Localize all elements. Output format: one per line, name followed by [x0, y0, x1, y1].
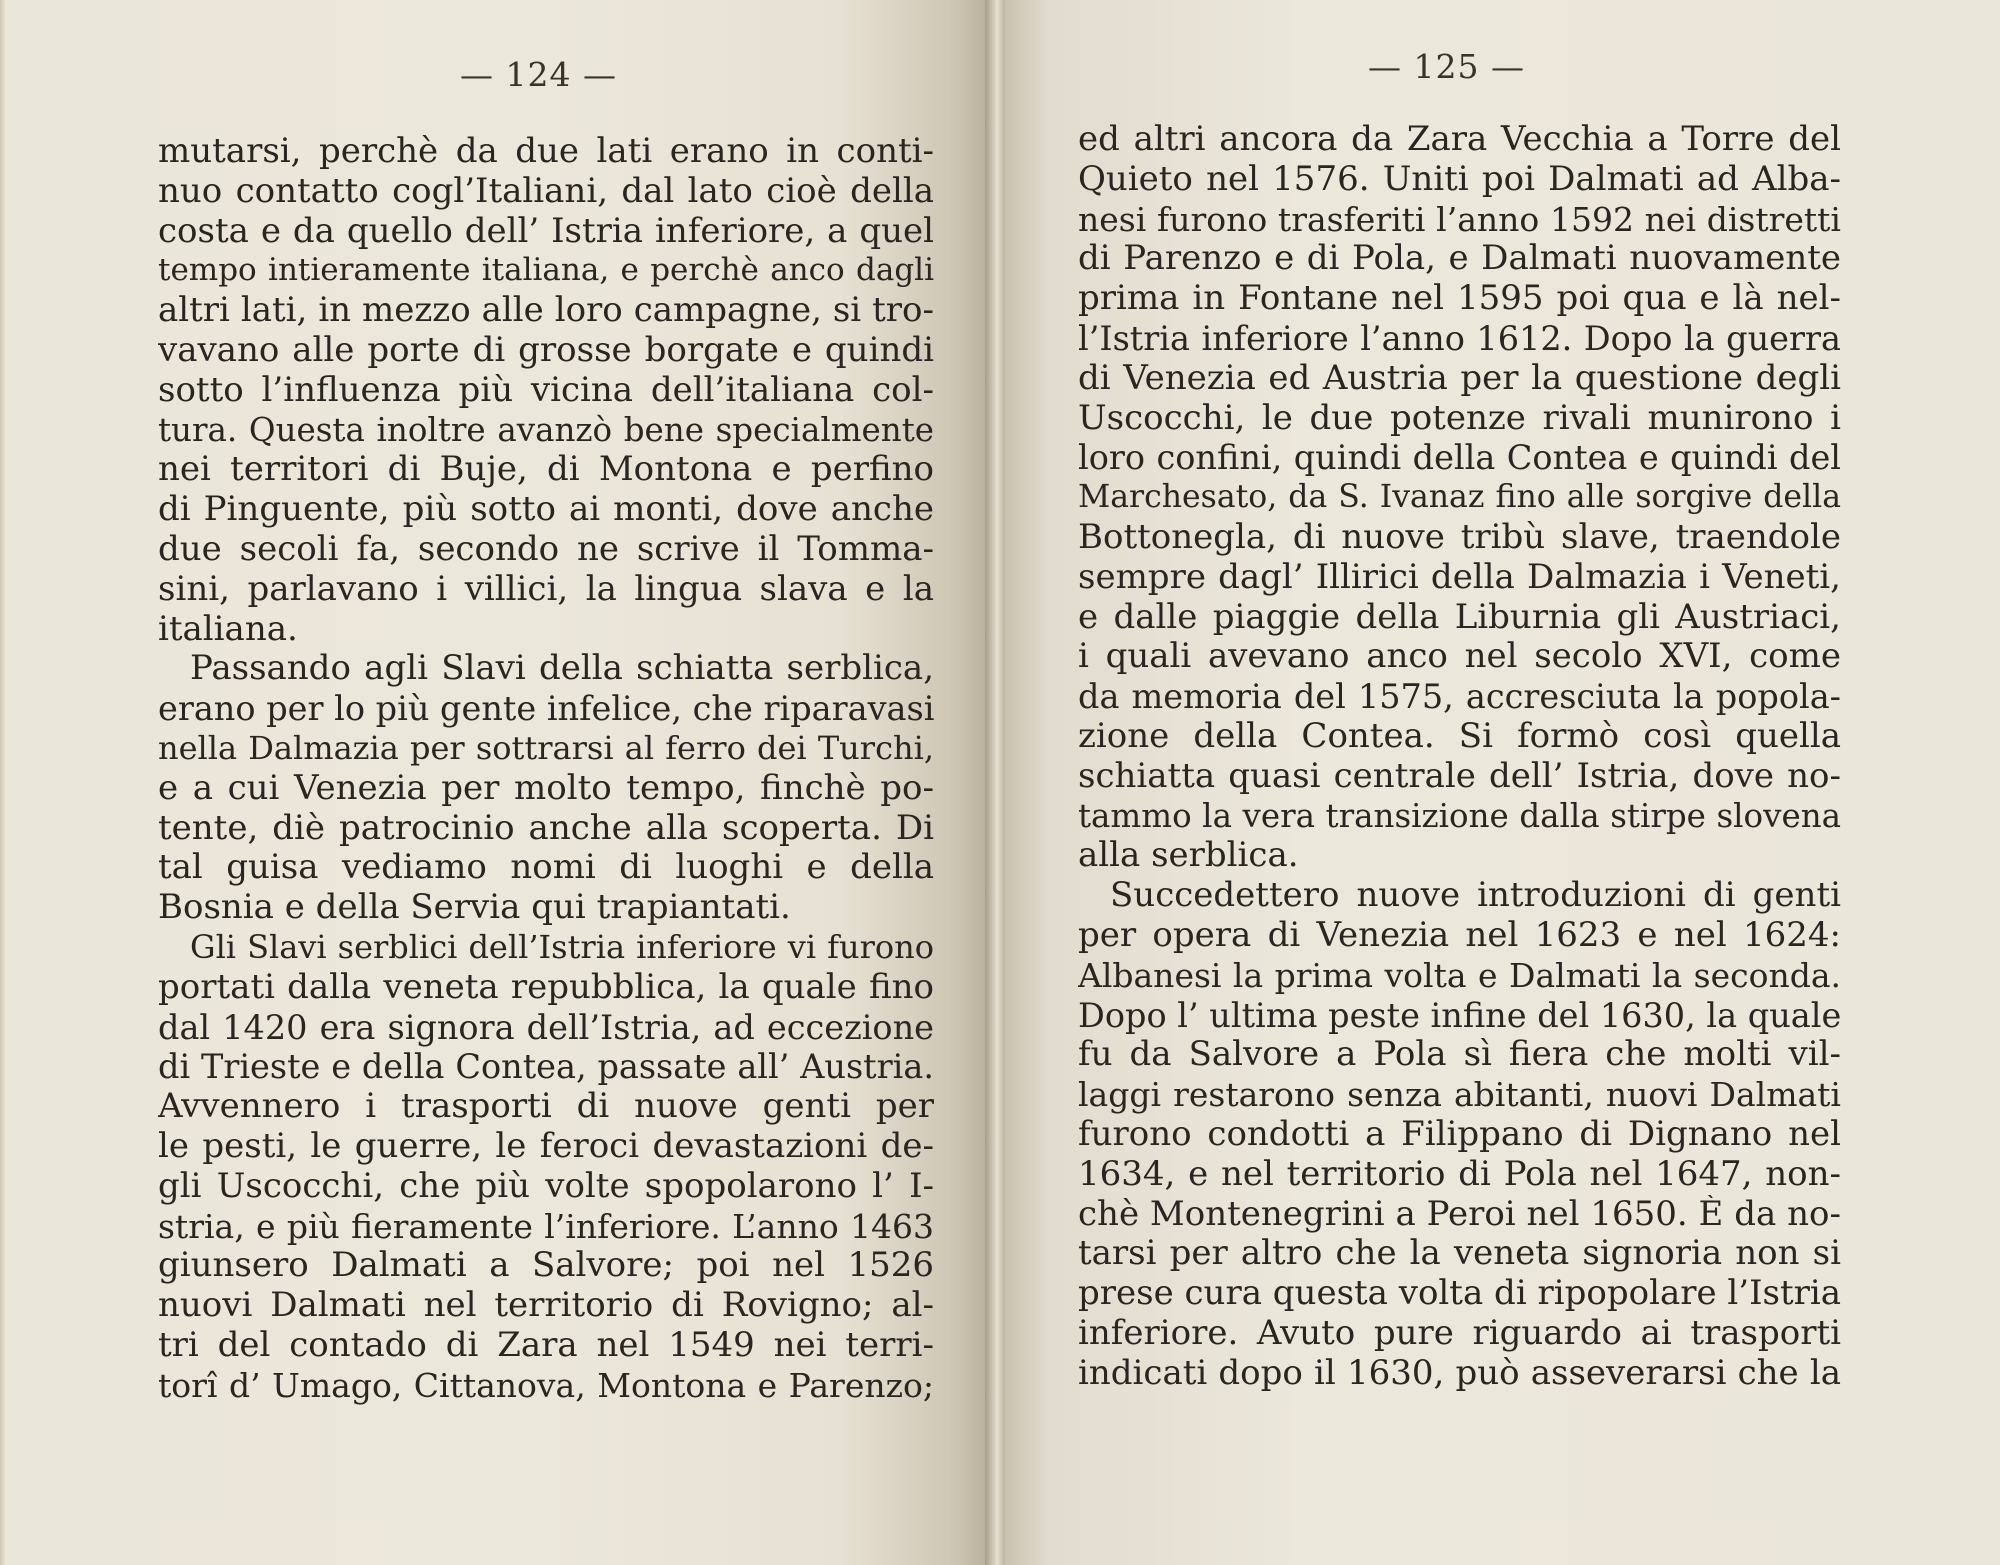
text-line: e a cui Venezia per molto tempo, finchè po- [158, 768, 934, 808]
text-line: nuo contatto cogl’Italiani, dal lato cioè della [158, 171, 934, 211]
text-line: Avvennero i trasporti di nuove genti per [158, 1087, 934, 1127]
text-line: per opera di Venezia nel 1623 e nel 1624: [1078, 915, 1841, 955]
text-line: Bottonegla, di nuove tribù slave, traendole [1078, 517, 1841, 557]
text-line: da memoria del 1575, accresciuta la popola- [1078, 677, 1841, 717]
text-line: dal 1420 era signora dell’Istria, ad eccezione [158, 1007, 934, 1047]
right-page [1000, 0, 2000, 1565]
text-line: Gli Slavi serblici dell’Istria inferiore vi furono [190, 927, 934, 966]
text-line: inferiore. Avuto pure riguardo ai trasporti [1078, 1313, 1841, 1353]
text-line: Passando agli Slavi della schiatta serblica, [190, 649, 934, 689]
left-page [0, 0, 990, 1565]
text-line: i quali avevano anco nel secolo XVI, come [1078, 637, 1841, 677]
page-number-right: — 125 — [1368, 47, 1525, 86]
text-line: tal guisa vediamo nomi di luoghi e della [158, 848, 934, 888]
text-line: e dalle piaggie della Liburnia gli Austriaci, [1078, 597, 1841, 637]
text-line: l’Istria inferiore l’anno 1612. Dopo la guerra [1078, 318, 1841, 358]
text-line: zione della Contea. Si formò così quella [1078, 716, 1841, 756]
text-line: laggi restarono senza abitanti, nuovi Dalmati [1078, 1075, 1841, 1115]
text-line: italiana. [158, 609, 298, 649]
text-line: prese cura questa volta di ripopolare l’Istria [1078, 1274, 1841, 1314]
text-line: nuovi Dalmati nel territorio di Rovigno; al- [158, 1286, 934, 1326]
text-line: nesi furono trasferiti l’anno 1592 nei distretti [1078, 199, 1841, 239]
text-line: tempo intieramente italiana, e perchè anco dagli [158, 252, 934, 289]
text-line: alla serblica. [1078, 836, 1299, 876]
text-line: tri del contado di Zara nel 1549 nei terri- [158, 1325, 934, 1365]
text-line: nella Dalmazia per sottrarsi al ferro dei Turchi, [158, 728, 934, 767]
text-line: torî d’ Umago, Cittanova, Montona e Parenzo; [158, 1365, 934, 1405]
text-line: indicati dopo il 1630, può asseverarsi che la [1078, 1353, 1841, 1393]
text-line: tarsi per altro che la veneta signoria non si [1078, 1234, 1841, 1274]
text-line: stria, e più fieramente l’inferiore. L’anno 1463 [158, 1206, 934, 1246]
text-line: gli Uscocchi, che più volte spopolarono l’ I- [158, 1166, 934, 1206]
text-line: Marchesato, da S. Ivanaz fino alle sorgive della [1078, 479, 1841, 516]
text-line: portati dalla veneta repubblica, la quale fino [158, 967, 934, 1007]
text-line: chè Montenegrini a Peroi nel 1650. È da no- [1078, 1194, 1841, 1234]
text-line: nei territori di Buje, di Montona e perfino [158, 450, 934, 490]
text-line: Bosnia e della Servia qui trapiantati. [158, 888, 791, 928]
text-line: ed altri ancora da Zara Vecchia a Torre del [1078, 120, 1841, 159]
right-page-text [1078, 120, 1841, 1394]
text-line: vavano alle porte di grosse borgate e quindi [158, 330, 934, 370]
text-line: Quieto nel 1576. Uniti poi Dalmati ad Alba- [1078, 159, 1841, 199]
text-line: schiatta quasi centrale dell’ Istria, dove no- [1078, 756, 1841, 796]
left-page-text [158, 132, 934, 1406]
text-line: di Pinguente, più sotto ai monti, dove anche [158, 490, 934, 530]
text-line: Dopo l’ ultima peste infine del 1630, la quale [1078, 995, 1841, 1035]
page-edge [0, 0, 6, 1565]
text-line: di Parenzo e di Pola, e Dalmati nuovamente [1078, 239, 1841, 279]
text-line: loro confini, quindi della Contea e quindi del [1078, 438, 1841, 478]
text-line: costa e da quello dell’ Istria inferiore, a quel [158, 211, 934, 251]
text-line: sempre dagl’ Illirici della Dalmazia i Veneti, [1078, 557, 1841, 597]
text-line: tura. Questa inoltre avanzò bene specialmente [158, 410, 934, 449]
text-line: prima in Fontane nel 1595 poi qua e là nel- [1078, 279, 1841, 319]
text-line: le pesti, le guerre, le feroci devastazioni de- [158, 1126, 934, 1166]
text-line: tente, diè patrocinio anche alla scoperta. Di [158, 808, 934, 848]
text-line: furono condotti a Filippano di Dignano nel [1078, 1114, 1841, 1154]
page-number-left: — 124 — [460, 55, 617, 94]
text-line: 1634, e nel territorio di Pola nel 1647, non- [1078, 1154, 1841, 1194]
text-line: due secoli fa, secondo ne scrive il Tomma- [158, 529, 934, 569]
text-line: Succedettero nuove introduzioni di genti [1110, 876, 1841, 916]
text-line: Uscocchi, le due potenze rivali munirono i [1078, 398, 1841, 438]
text-line: mutarsi, perchè da due lati erano in conti- [158, 132, 934, 171]
text-line: tammo la vera transizione dalla stirpe slovena [1078, 796, 1841, 835]
text-line: sotto l’influenza più vicina dell’italiana col- [158, 370, 934, 410]
text-line: fu da Salvore a Pola sì fiera che molti vil- [1078, 1035, 1841, 1075]
text-line: Albanesi la prima volta e Dalmati la seconda. [1078, 955, 1841, 995]
text-line: giunsero Dalmati a Salvore; poi nel 1526 [158, 1246, 934, 1286]
text-line: di Venezia ed Austria per la questione degli [1078, 358, 1841, 398]
text-line: sini, parlavano i villici, la lingua slava e la [158, 569, 934, 609]
text-line: di Trieste e della Contea, passate all’ Austria. [158, 1047, 934, 1087]
book-gutter [985, 0, 1005, 1565]
text-line: altri lati, in mezzo alle loro campagne, si tro- [158, 291, 934, 331]
text-line: erano per lo più gente infelice, che riparavasi [158, 689, 934, 729]
